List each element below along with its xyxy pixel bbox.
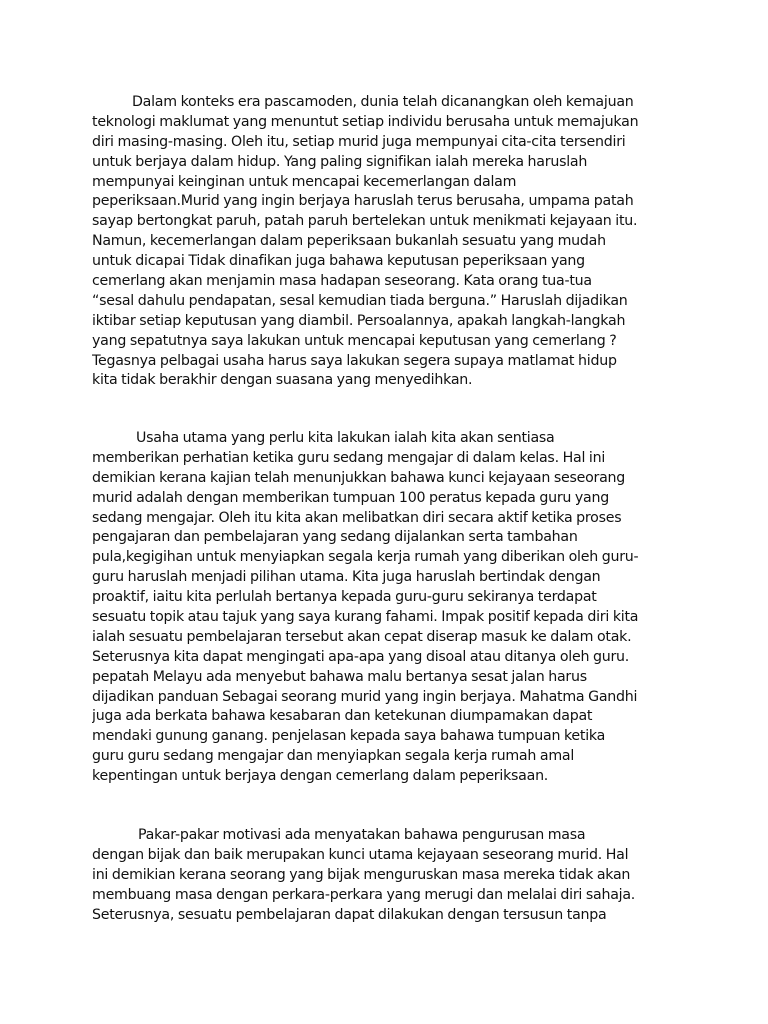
text-line: guru haruslah menjadi pilihan utama. Kita juga haruslah bertindak dengan (92, 569, 601, 586)
text-line: Seterusnya, sesuatu pembelajaran dapat dilakukan dengan tersusun tanpa (92, 906, 607, 923)
text-line: Seterusnya kita dapat mengingati apa-apa yang disoal atau ditanya oleh guru. (92, 648, 630, 665)
paragraph-3 (92, 826, 682, 925)
text-line: cemerlang akan menjamin masa hadapan seseorang. Kata orang tua-tua (92, 273, 592, 290)
text-line: ialah sesuatu pembelajaran tersebut akan cepat diserap masuk ke dalam otak. (92, 628, 632, 645)
text-line: peperiksaan.Murid yang ingin berjaya haruslah terus berusaha, umpama patah (92, 193, 634, 210)
text-line: iktibar setiap keputusan yang diambil. Persoalannya, apakah langkah-langkah (92, 312, 626, 329)
text-line: Dalam konteks era pascamoden, dunia telah dicanangkan oleh kemajuan (132, 94, 634, 110)
text-line: kita tidak berakhir dengan suasana yang menyedihkan. (92, 372, 473, 389)
text-line: untuk dicapai Tidak dinafikan juga bahawa keputusan peperiksaan yang (92, 253, 585, 270)
text-line: memberikan perhatian ketika guru sedang mengajar di dalam kelas. Hal ini (92, 449, 606, 466)
paragraph-1 (92, 93, 682, 391)
text-line: dengan bijak dan baik merupakan kunci utama kejayaan seseorang murid. Hal (92, 846, 629, 863)
text-line: dijadikan panduan Sebagai seorang murid yang ingin berjaya. Mahatma Gandhi (92, 688, 638, 705)
text-line: ini demikian kerana seorang yang bijak menguruskan masa mereka tidak akan (92, 866, 631, 883)
text-line: Namun, kecemerlangan dalam peperiksaan bukanlah sesuatu yang mudah (92, 233, 606, 250)
text-line: pengajaran dan pembelajaran yang sedang dijalankan serta tambahan (92, 529, 578, 546)
text-line: Pakar-pakar motivasi ada menyatakan bahawa pengurusan masa (138, 827, 586, 843)
text-line: mempunyai keinginan untuk mencapai kecemerlangan dalam (92, 173, 517, 190)
text-line: murid adalah dengan memberikan tumpuan 100 peratus kepada guru yang (92, 489, 609, 506)
text-line: kepentingan untuk berjaya dengan cemerlang dalam peperiksaan. (92, 768, 549, 785)
text-line: proaktif, iaitu kita perlulah bertanya kepada guru-guru sekiranya terdapat (92, 589, 597, 606)
text-line: yang sepatutnya saya lakukan untuk mencapai keputusan yang cemerlang ? (92, 332, 617, 349)
text-line: demikian kerana kajian telah menunjukkan bahawa kunci kejayaan seseorang (92, 469, 626, 486)
paragraph-2 (92, 429, 682, 787)
text-line: guru guru sedang mengajar dan menyiapkan segala kerja rumah amal (92, 748, 575, 765)
text-line: teknologi maklumat yang menuntut setiap individu berusaha untuk memajukan (92, 113, 639, 130)
text-line: mendaki gunung ganang. penjelasan kepada saya bahawa tumpuan ketika (92, 728, 606, 745)
text-line: juga ada berkata bahawa kesabaran dan ketekunan diumpamakan dapat (92, 708, 593, 725)
text-line: Usaha utama yang perlu kita lakukan ialah kita akan sentiasa (136, 430, 555, 446)
text-line: sedang mengajar. Oleh itu kita akan melibatkan diri secara aktif ketika proses (92, 509, 622, 526)
text-line: pepatah Melayu ada menyebut bahawa malu bertanya sesat jalan harus (92, 668, 587, 685)
text-line: diri masing-masing. Oleh itu, setiap murid juga mempunyai cita-cita tersendiri (92, 133, 626, 150)
text-line: untuk berjaya dalam hidup. Yang paling signifikan ialah mereka haruslah (92, 153, 588, 170)
text-line: sesuatu topik atau tajuk yang saya kurang fahami. Impak positif kepada diri kita (92, 609, 639, 626)
text-line: pula,kegigihan untuk menyiapkan segala kerja rumah yang diberikan oleh guru- (92, 549, 639, 566)
text-line: “sesal dahulu pendapatan, sesal kemudian tiada berguna.” Haruslah dijadikan (92, 292, 628, 309)
text-line: Tegasnya pelbagai usaha harus saya lakukan segera supaya matlamat hidup (92, 352, 617, 369)
text-line: membuang masa dengan perkara-perkara yang merugi dan melalai diri sahaja. (92, 886, 636, 903)
text-line: sayap bertongkat paruh, patah paruh bertelekan untuk menikmati kejayaan itu. (92, 213, 638, 230)
